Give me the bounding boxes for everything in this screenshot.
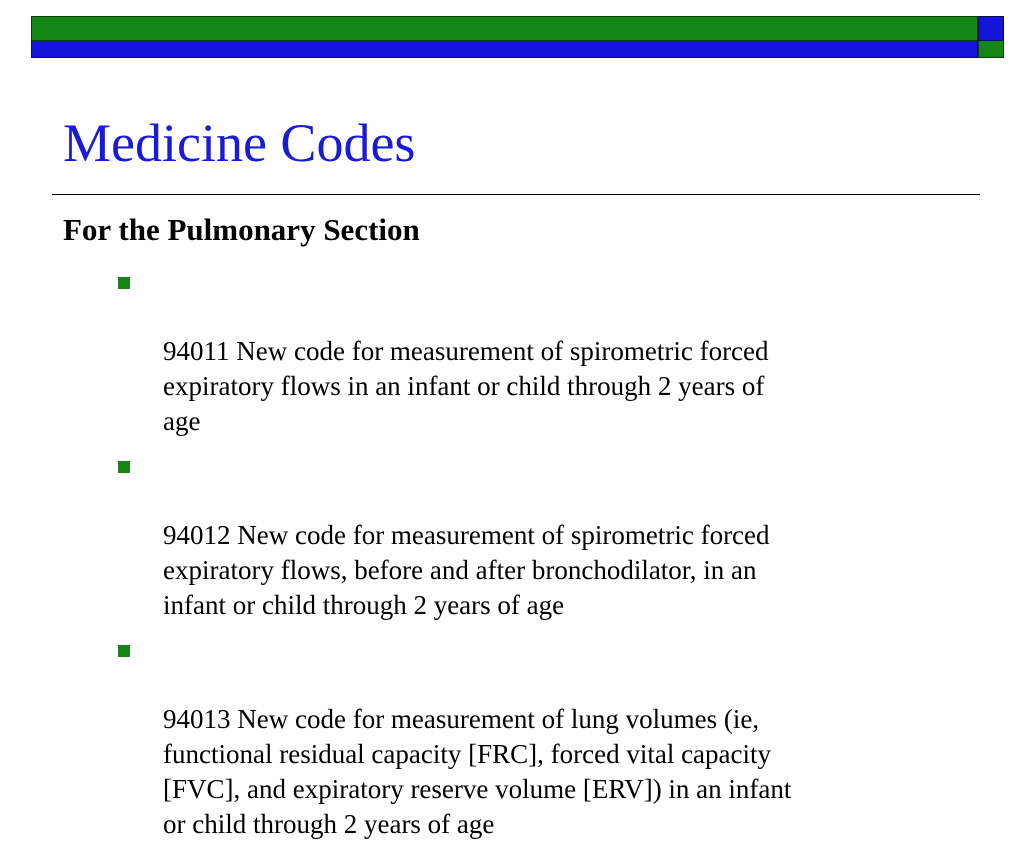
section-heading: For the Pulmonary Section bbox=[63, 212, 420, 247]
square-bullet-icon bbox=[118, 461, 130, 473]
title-divider bbox=[52, 194, 980, 195]
square-bullet-icon bbox=[118, 645, 130, 657]
top-green-bar bbox=[31, 16, 978, 41]
bullet-text: 94012 New code for measurement of spirometric forced expiratory flows, before and after bronchodilator, in an infant or child through 2 years of age bbox=[163, 520, 770, 620]
bullet-text: 94013 New code for measurement of lung volumes (ie, functional residual capacity [FRC], forced vital capacity [FVC], and expiratory reserve volume [ERV]) in an infant or child through 2 years of age bbox=[163, 704, 792, 839]
corner-blue-square bbox=[978, 16, 1004, 41]
bullet-text: 94011 New code for measurement of spirometric forced expiratory flows in an infant or child through 2 years of age bbox=[163, 336, 769, 436]
corner-green-square bbox=[978, 41, 1004, 58]
bullet-item-94012 bbox=[0, 448, 1024, 623]
bullet-item-94011 bbox=[0, 264, 1024, 439]
square-bullet-icon bbox=[118, 277, 130, 289]
bullet-list bbox=[0, 264, 1024, 851]
top-blue-bar bbox=[31, 41, 978, 58]
slide-title: Medicine Codes bbox=[63, 113, 416, 173]
bullet-item-94013 bbox=[0, 632, 1024, 842]
